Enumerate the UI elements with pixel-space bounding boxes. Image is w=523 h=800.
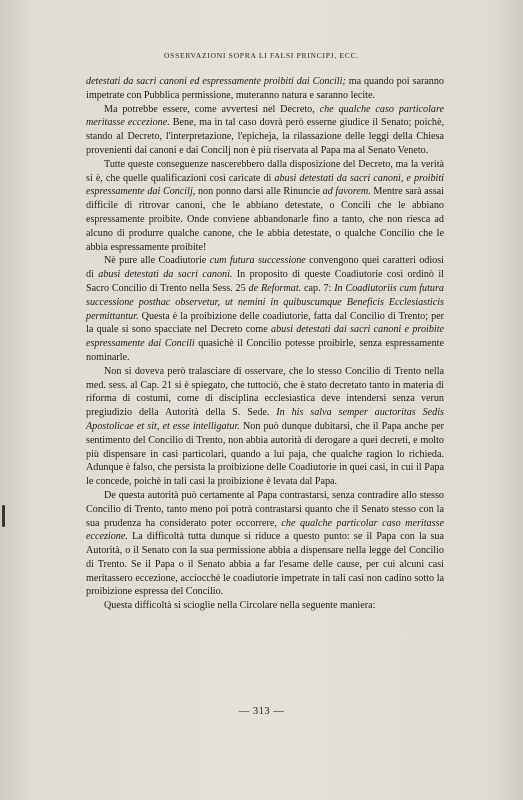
text-run: Questa difficoltà si scioglie nella Circolare nella seguente maniera: [104,600,376,612]
paragraph [86,599,444,613]
italic-run: che qualche caso particolare meritasse eccezione. [86,103,444,129]
italic-run: de Reformat. [248,282,302,294]
text-run: Ma potrebbe essere, come avvertesi nel Decreto, [104,103,320,115]
text-run: cap. 7: [301,282,335,294]
paragraph [86,103,444,158]
text-run: Nè pure alle Coadiutorie [104,255,210,267]
text-run: Questa è la proibizione delle coadiutorie, fatta dal Concilio di Trento; per la quale si sono spacciate nel Decreto come [86,310,444,336]
italic-run: In his salva semper auctoritas Sedis Apostolicae et sit, et esse intelligatur. [86,407,444,432]
italic-run: detestati da sacri canoni ed espressamente proibiti dai Concili; [86,76,346,87]
text-run: Non si doveva però tralasciare di osservare, che lo stesso Concilio di Trento nella med. sess. al Cap. 21 si è spiegato, che tuttociò, che è stato decretato tanto in materia di riforma di costumi, come di disciplina ecclesiastica deve intendersi senza verun pregiudizio della Autorità della S. Sede. [86,365,444,419]
italic-run: che qualche particolar caso meritasse eccezione. [86,517,444,543]
paragraph [86,489,444,599]
paragraph [86,365,444,489]
text-run: Bene, ma in tal caso dovrà però esserne giudice il Senato; poichè, stando al Decreto, l'interpretazione, l'epicheja, la rilassazione delle leggi della Chiesa provenienti dai canoni e dai Concilj non è più riservata al Papa ma al Senato Veneto. [86,117,444,156]
paragraph [86,158,444,255]
page-number: — 313 — [238,706,285,717]
text-run: Mentre sarà assai difficile di ritrovar canoni, che le abbiano detestate, o Concili che le abbiano espressamente proibite. Onde conviene abbandonarle fino a tanto, che non riesca ad alcuno di produrre qualche canone, che le abbia detestate, o qualche Concilio che le abbia espressamente proibite! [86,186,444,253]
binding-mark [2,505,5,527]
italic-run: abusi detestati da sacri canoni, e proibiti espressamente dai Concilj, [86,172,444,198]
italic-run: abusi detestati da sacri canoni. [98,269,233,281]
text-run: convengono quei caratteri odiosi di [86,255,444,281]
text-run: quasichè il Concilio potesse proibirle, senza espressamente nominarle. [86,338,444,363]
italic-run: cum futura successione [209,255,306,267]
paragraph [86,75,444,103]
text-run: Non può dunque dubitarsi, che il Papa anche per sentimento del Concilio di Trento, non abbia autorità di derogare a quei decreti, e molto più dispensare in casi particolari, quando a lui paja, che qualche ragion lo richieda. Adunque è falso, che persista la proibizione delle Coadiutorie in quei casi, in cui il Papa le concede, poichè in tali casi la proibizione è levata dal Papa. [86,420,444,488]
page-body-text [86,75,444,613]
italic-run: abusi detestati dai sacri canoni e proibite espressamente dai Concili [86,324,444,350]
text-run: La difficoltà tutta dunque si riduce a questo punto: se il Papa con la sua Autorità, o il Senato con la sua permissione abbia a dispensare nella legge del Concilio di Trento. Se il Papa o il Senato abbia a far l'esame delle cause, per cui alcuni casi meritassero eccezione, acciocchè le coadiutorie impetrate in tali casi non cadino sotto la proibizione espressa del Concilio. [86,531,444,598]
text-run: Tutte queste conseguenze nascerebbero dalla disposizione del Decreto, ma la verità si è, che quelle qualificazioni così caricate di [86,158,444,184]
text-run: ma quando poi saranno impetrate con Pubblica permissione, muteranno natura e saranno lecite. [86,76,444,101]
text-run: In proposito di queste Coadiutorie così ordinò il Sacro Concilio di Trento nella Sess. 25 [86,269,444,294]
italic-run: In Coadiutoriis cum futura successione posthac observetur, ut nemini in quibuscumque Beneficis Ecclesiasticis permittantur. [86,282,444,322]
text-run: De questa autorità può certamente al Papa contrastarsi, senza contradire allo stesso Concilio di Trento, tanto meno poi potrà contrastarsi quanto che il Senato stesso con la sua prudenza ha considerato poter occorrere, [86,489,444,529]
text-run: non ponno darsi alle Rinuncie [195,186,323,198]
italic-run: ad favorem. [322,186,371,198]
running-header: OSSERVAZIONI SOPRA LI FALSI PRINCIPJ, ECC. [164,51,359,60]
paragraph [86,254,444,364]
